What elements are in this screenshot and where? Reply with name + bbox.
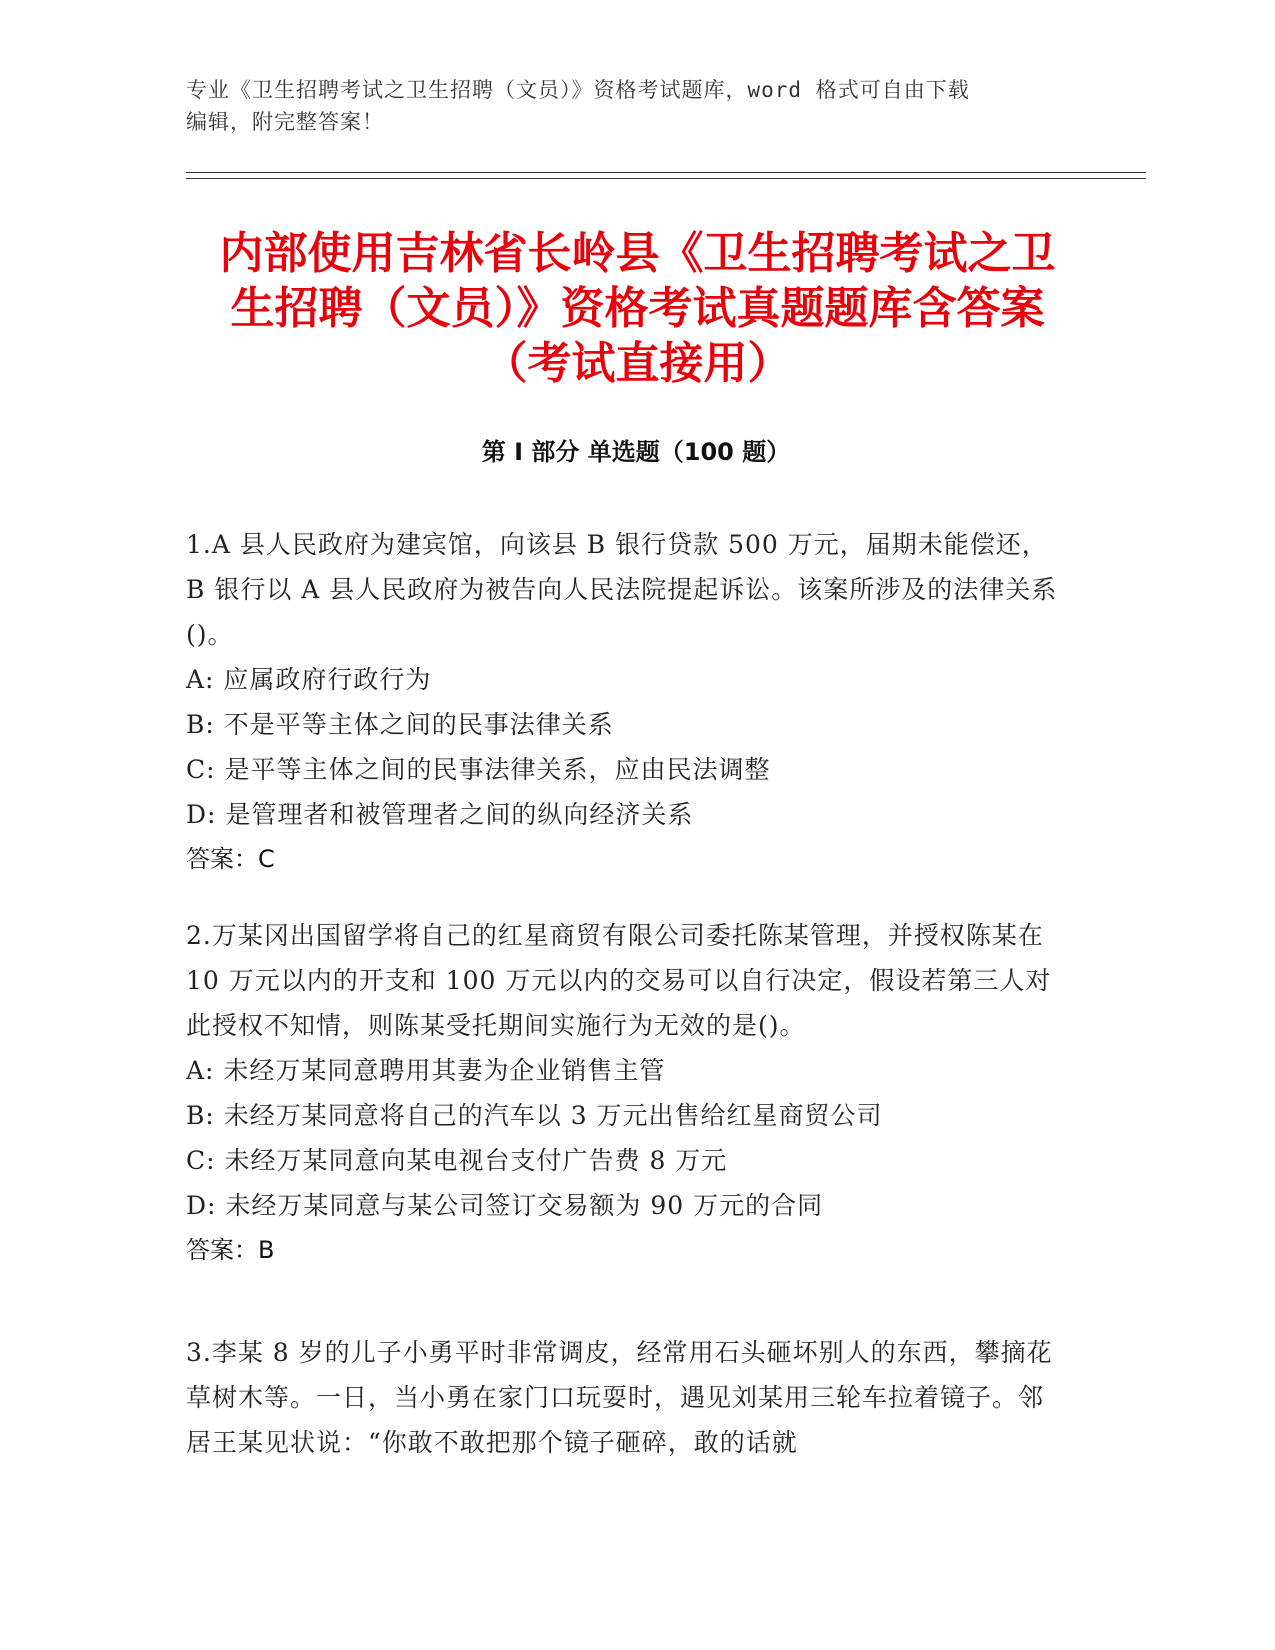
question-2 [186, 913, 1066, 1273]
option-d: D: 是管理者和被管理者之间的纵向经济关系 [186, 800, 694, 829]
option-a: A: 未经万某同意聘用其妻为企业销售主管 [186, 1056, 666, 1085]
document-title-line1: 内部使用吉林省长岭县《卫生招聘考试之卫 [219, 228, 1056, 279]
header-divider [186, 172, 1146, 179]
option-a: A: 应属政府行政行为 [186, 665, 432, 694]
question-1 [186, 522, 1066, 882]
option-d: D: 未经万某同意与某公司签订交易额为 90 万元的合同 [186, 1191, 824, 1220]
option-b: B: 未经万某同意将自己的汽车以 3 万元出售给红星商贸公司 [186, 1101, 883, 1130]
header-note-line2: 编辑，附完整答案！ [186, 110, 384, 134]
header-note [186, 74, 1086, 138]
header-note-line1: 专业《卫生招聘考试之卫生招聘（文员）》资格考试题库，word 格式可自由下载 [186, 78, 970, 102]
option-b: B: 不是平等主体之间的民事法律关系 [186, 710, 614, 739]
section-heading: 第 I 部分 单选题（100 题） [481, 438, 791, 466]
answer-label: 答案：C [186, 845, 275, 873]
question-stem: 2.万某冈出国留学将自己的红星商贸有限公司委托陈某管理，并授权陈某在 10 万元以内的开支和 100 万元以内的交易可以自行决定，假设若第三人对此授权不知情，则陈某受托期间实施行为无效的是()。 [186, 921, 1052, 1040]
document-title [170, 226, 1105, 391]
question-stem: 3.李某 8 岁的儿子小勇平时非常调皮，经常用石头砸坏别人的东西，攀摘花草树木等。一日，当小勇在家门口玩耍时，遇见刘某用三轮车拉着镜子。邻居王某见状说：“你敢不敢把那个镜子砸碎，敢的话就 [186, 1338, 1053, 1457]
answer-label: 答案：B [186, 1236, 275, 1264]
question-stem: 1.A 县人民政府为建宾馆，向该县 B 银行贷款 500 万元，届期未能偿还，B 银行以 A 县人民政府为被告向人民法院提起诉讼。该案所涉及的法律关系()。 [186, 530, 1058, 649]
document-title-line3: （考试直接用） [483, 338, 792, 389]
question-3 [186, 1330, 1066, 1465]
option-c: C: 是平等主体之间的民事法律关系，应由民法调整 [186, 755, 771, 784]
document-title-line2: 生招聘（文员）》资格考试真题题库含答案 [230, 283, 1045, 334]
option-c: C: 未经万某同意向某电视台支付广告费 8 万元 [186, 1146, 728, 1175]
